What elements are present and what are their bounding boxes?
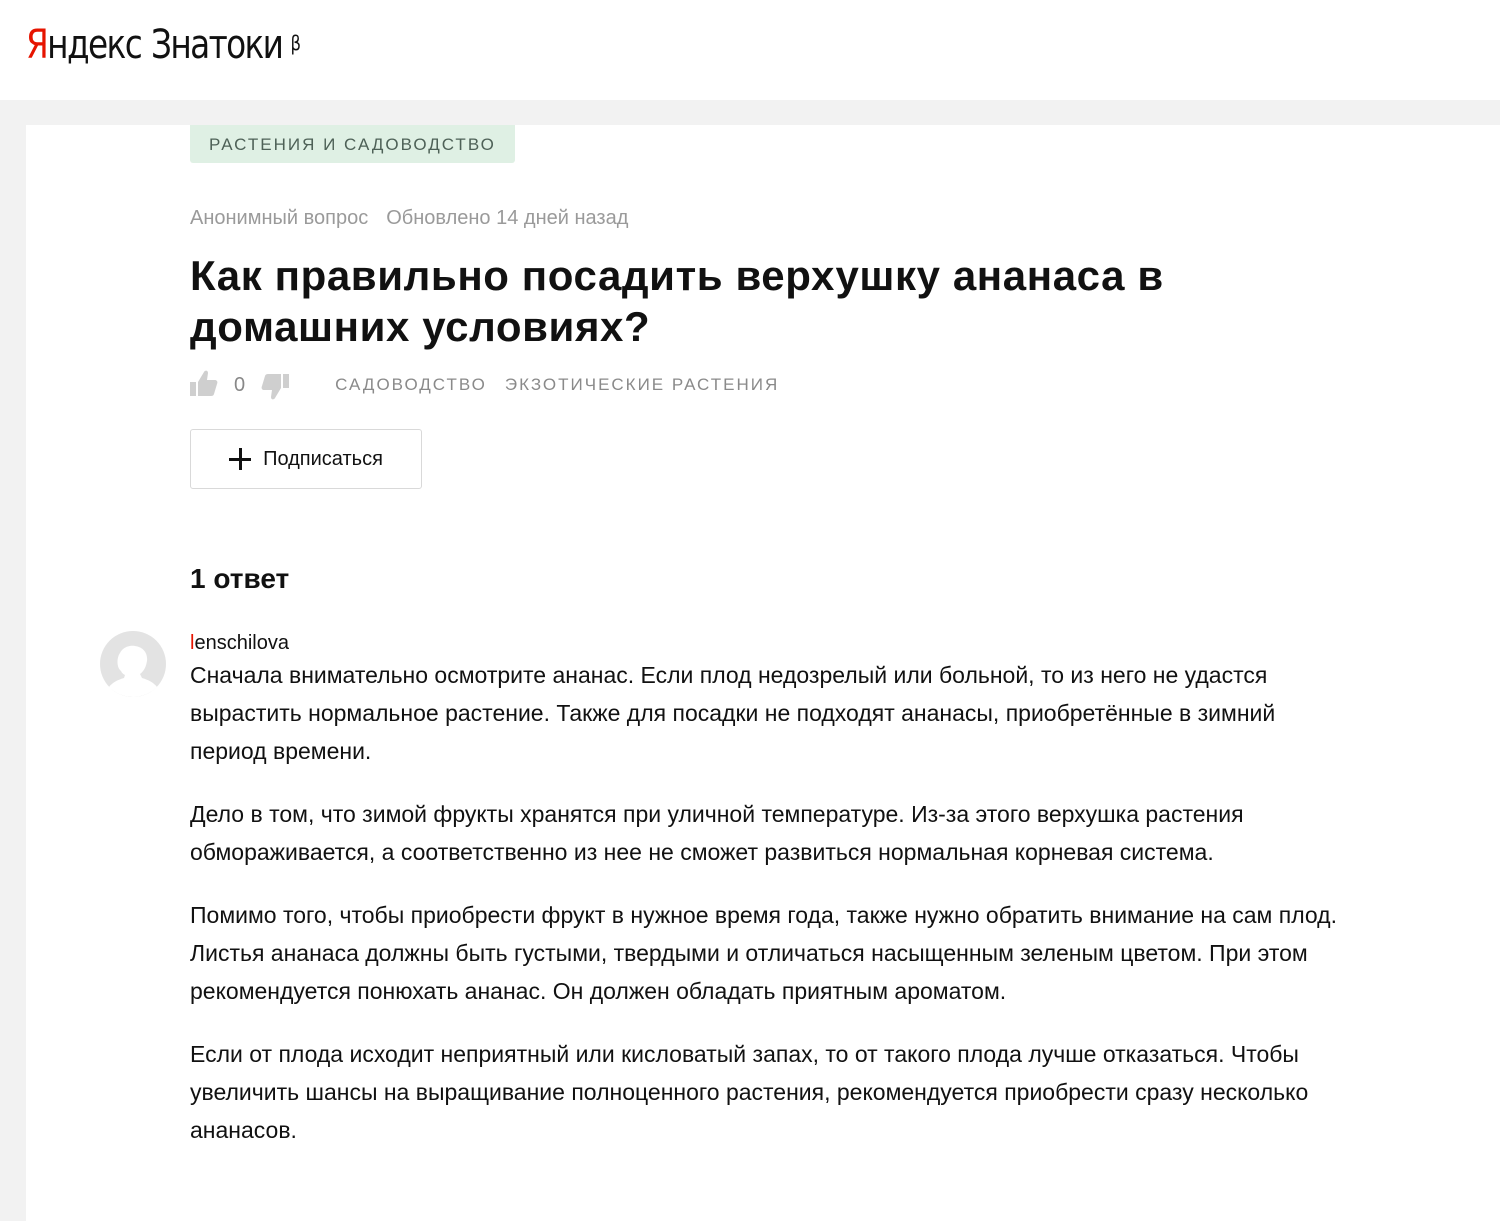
thumbs-down-icon[interactable] — [261, 368, 289, 402]
logo-brand-rest: ндекс — [47, 22, 142, 68]
question-tags — [335, 375, 797, 395]
site-header — [0, 0, 1500, 100]
answer-body — [190, 656, 1350, 1149]
thumbs-up-icon[interactable] — [190, 368, 218, 402]
answer-author-rest: enschilova — [194, 632, 289, 654]
answer-paragraph: Дело в том, что зимой фрукты хранятся при уличной температуре. Из-за этого верхушка растения обмораживается, а соответственно из нее не сможет развиться нормальная корневая система. — [190, 801, 1244, 865]
question-meta — [190, 207, 628, 230]
question-updated: Обновлено 14 дней назад — [386, 207, 629, 229]
answer-paragraph: Если от плода исходит неприятный или кисловатый запах, то от такого плода лучше отказаться. Чтобы увеличить шансы на выращивание полноценного растения, рекомендуется приобрести сразу несколько ананасов. — [190, 1041, 1309, 1143]
tag-exotic-plants[interactable]: ЭКЗОТИЧЕСКИЕ РАСТЕНИЯ — [504, 375, 780, 394]
category-badge[interactable]: РАСТЕНИЯ И САДОВОДСТВО — [190, 125, 515, 163]
answer-item — [190, 630, 1350, 1149]
site-logo[interactable] — [26, 20, 301, 70]
tag-gardening[interactable]: САДОВОДСТВО — [335, 375, 487, 394]
question-content — [190, 125, 1350, 1143]
logo-brand-first-letter: Я — [26, 22, 48, 68]
answer-author-first-letter: l — [190, 632, 195, 654]
logo-beta-mark: β — [290, 31, 302, 55]
plus-icon — [229, 448, 251, 470]
user-avatar-icon[interactable] — [100, 631, 166, 697]
subscribe-button[interactable] — [190, 429, 422, 489]
subscribe-label: Подписаться — [263, 447, 383, 470]
answers-count: 1 ответ — [190, 563, 290, 594]
question-card — [26, 125, 1500, 1221]
question-author: Анонимный вопрос — [190, 207, 369, 229]
question-title: Как правильно посадить верхушку ананаса в домашних условиях? — [190, 252, 1164, 350]
logo-service-name: Знатоки — [150, 22, 283, 68]
answer-author[interactable] — [190, 630, 1350, 656]
answer-paragraph: Сначала внимательно осмотрите ананас. Если плод недозрелый или больной, то из него не удастся вырастить нормальное растение. Также для посадки не подходят ананасы, приобретённые в зимний период времени. — [190, 662, 1276, 764]
vote-row — [190, 365, 797, 405]
vote-count: 0 — [234, 373, 246, 396]
answer-paragraph: Помимо того, чтобы приобрести фрукт в нужное время года, также нужно обратить внимание на сам плод. Листья ананаса должны быть густыми, твердыми и отличаться насыщенным зеленым цветом. При этом рекомендуется понюхать ананас. Он должен обладать приятным ароматом. — [190, 902, 1337, 1004]
